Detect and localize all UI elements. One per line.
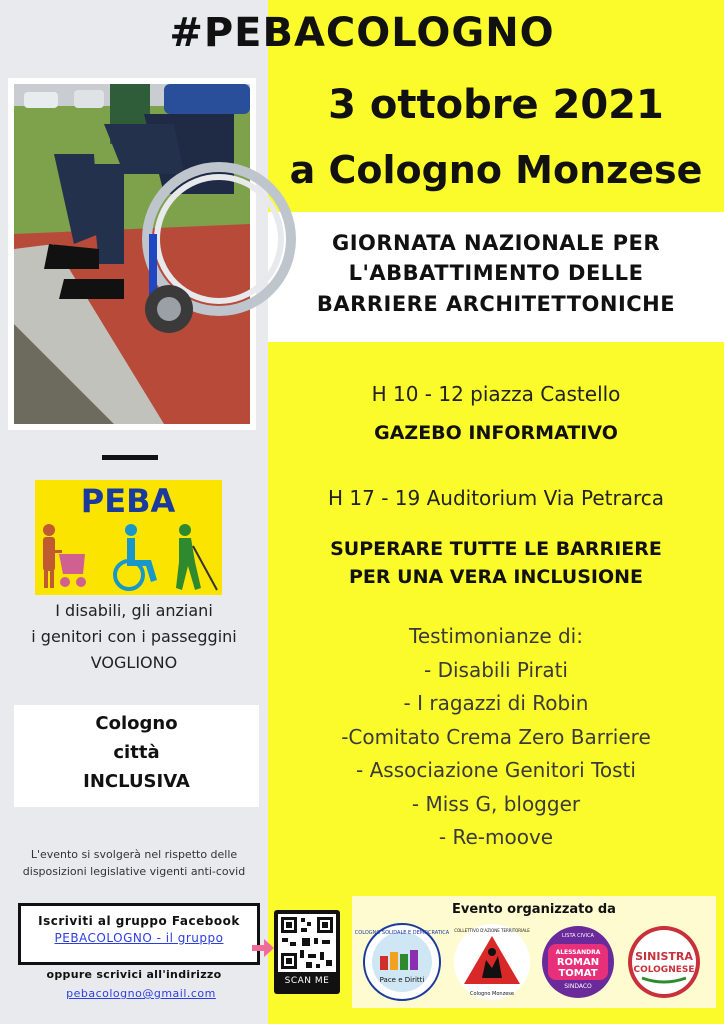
slogan [268, 536, 724, 591]
morning-time: H 10 - 12 piazza Castello [371, 382, 621, 406]
facebook-title: Iscriviti al gruppo Facebook [38, 914, 240, 928]
cologno-line: città [113, 742, 160, 763]
svg-text:ALESSANDRA: ALESSANDRA [555, 949, 601, 956]
divider-dash [102, 455, 158, 460]
peba-logo-text: PEBA [80, 482, 176, 520]
disabili-statement [0, 598, 268, 676]
cologno-inclusiva-box [14, 705, 259, 807]
qr-code-image [278, 914, 336, 972]
covid-line: L'evento si svolgerà nel rispetto delle [30, 848, 238, 861]
giornata-line: BARRIERE ARCHITETTONICHE [316, 291, 676, 316]
wheelchair-photo [8, 78, 256, 430]
svg-text:SINISTRA: SINISTRA [635, 950, 693, 963]
disabili-line: VOGLIONO [90, 653, 178, 672]
blind-person-icon [176, 524, 217, 590]
email-link[interactable]: pebacologno@gmail.com [66, 987, 216, 1000]
cologno-line: Cologno [95, 713, 178, 734]
svg-text:Pace e Diritti: Pace e Diritti [379, 976, 425, 984]
lista-civica-logo [538, 922, 618, 1002]
giornata-line: GIORNATA NAZIONALE PER [331, 231, 661, 255]
peba-logo-graphic [35, 480, 222, 595]
covid-note [0, 846, 268, 880]
list-item: - Re-moove [438, 825, 554, 849]
disabili-line: I disabili, gli anziani [55, 601, 213, 620]
giornata-heading [268, 228, 724, 319]
list-item: - I ragazzi di Robin [403, 691, 589, 715]
oppure-text: oppure scrivici all'indirizzo [46, 968, 222, 981]
disabili-line: i genitori con i passeggini [31, 627, 237, 646]
parent-with-stroller-icon [43, 524, 86, 588]
facebook-box [18, 903, 260, 965]
svg-text:Cologno Monzese: Cologno Monzese [470, 991, 514, 997]
svg-text:TOMAT: TOMAT [558, 968, 598, 979]
hashtag-title: #PEBACOLOGNO [169, 10, 555, 56]
list-item: - Miss G, blogger [411, 791, 581, 816]
list-item: -Comitato Crema Zero Barriere [341, 724, 651, 749]
afternoon-time: H 17 - 19 Auditorium Via Petrarca [328, 486, 664, 510]
giornata-line: L'ABBATTIMENTO DELLE [348, 261, 644, 286]
morning-title: GAZEBO INFORMATIVO [374, 422, 618, 444]
sinistra-colognese-logo [624, 922, 704, 1002]
pace-e-diritti-logo [354, 922, 450, 1002]
svg-text:COLOGNO SOLIDALE E DEMOCRATICA: COLOGNO SOLIDALE E DEMOCRATICA [354, 930, 450, 936]
cologno-line: INCLUSIVA [83, 771, 190, 792]
covid-line: disposizioni legislative vigenti anti-covid [22, 865, 246, 878]
facebook-group-link[interactable]: PEBACOLOGNO - il gruppo [54, 931, 224, 945]
organizers-box [352, 896, 716, 1008]
testimonianze-list [268, 620, 724, 855]
slogan-line: SUPERARE TUTTE LE BARRIERE [330, 538, 662, 560]
qr-pattern [278, 914, 336, 972]
list-item: - Disabili Pirati [424, 657, 568, 682]
svg-text:COLLETTIVO D'AZIONE TERRITORIA: COLLETTIVO D'AZIONE TERRITORIALE [454, 928, 530, 933]
event-place: a Cologno Monzese [289, 148, 703, 192]
arrow-right-icon [252, 937, 274, 959]
event-date: 3 ottobre 2021 [328, 82, 664, 128]
slogan-line: PER UNA VERA INCLUSIONE [349, 565, 643, 588]
testimonianze-title: Testimonianze di: [409, 624, 583, 648]
svg-text:ROMAN: ROMAN [556, 957, 600, 968]
wheelchair-user-icon [115, 524, 157, 589]
organizers-title: Evento organizzato da [452, 902, 616, 917]
qr-label: SCAN ME [284, 976, 330, 986]
peba-logo [35, 480, 222, 595]
wheelchair-photo-illustration [14, 84, 250, 424]
collettivo-azione-territoriale-logo [452, 922, 532, 1002]
svg-text:LISTA CIVICA: LISTA CIVICA [562, 933, 594, 939]
svg-text:SINDACO: SINDACO [564, 983, 592, 990]
list-item: - Associazione Genitori Tosti [356, 758, 636, 782]
qr-code[interactable] [274, 910, 340, 994]
svg-text:COLOGNESE: COLOGNESE [633, 965, 695, 975]
